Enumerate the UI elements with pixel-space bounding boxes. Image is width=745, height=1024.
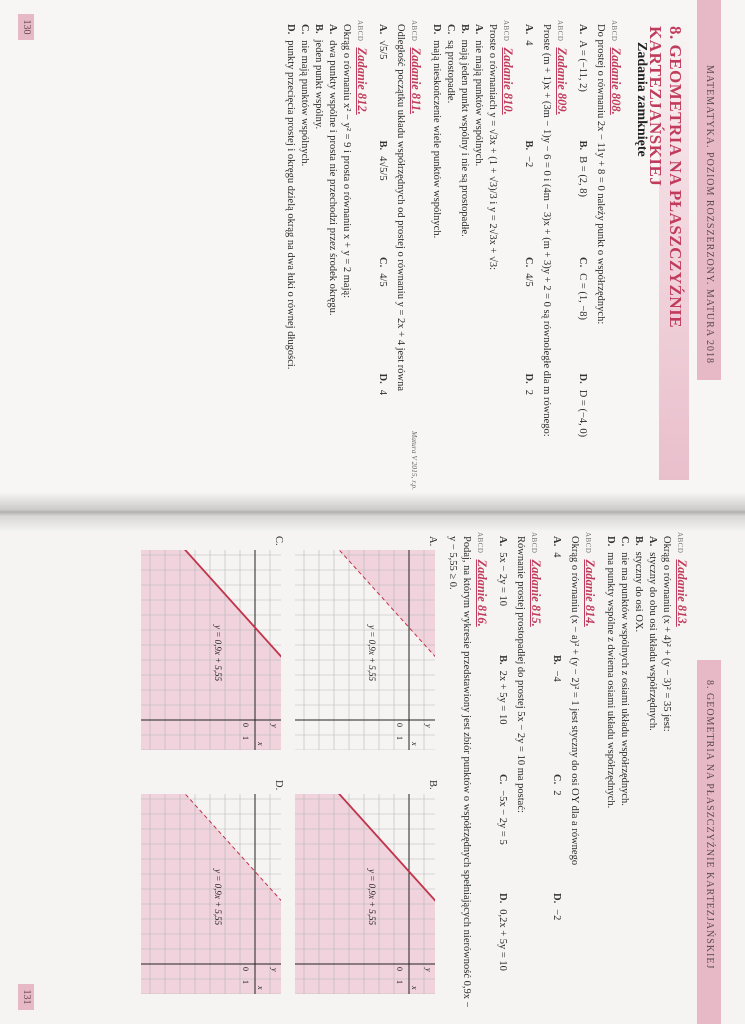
task-title: Zadanie 813. xyxy=(675,559,689,627)
task-header xyxy=(527,532,543,1012)
option-text: −4 xyxy=(551,670,562,682)
option-text: 2 xyxy=(523,389,534,395)
level-tag: ABCD xyxy=(610,20,618,42)
answer-option xyxy=(549,536,563,655)
option-letter: A. xyxy=(427,536,438,547)
task-title: Zadanie 808. xyxy=(609,47,623,115)
option-letter: C. xyxy=(377,257,388,268)
answer-option xyxy=(495,774,509,893)
option-letter: C. xyxy=(273,536,284,546)
answer-option xyxy=(549,655,563,774)
option-text: nie ma punktów wspólnych z osiami układu współrzędnych. xyxy=(619,552,630,806)
answer-options xyxy=(575,20,589,490)
option-letter: C. xyxy=(577,257,588,268)
task-title: Zadanie 814. xyxy=(583,559,597,627)
task-text: Okrąg o równaniu (x + 4)² + (y − 3)² = 35 jest: xyxy=(661,536,672,732)
y-axis-label: y xyxy=(270,724,279,728)
answer-option xyxy=(549,893,563,1012)
option-text: ma punkty wspólne z dwiema osiami układu współrzędnych. xyxy=(605,552,616,809)
option-text: są prostopadłe. xyxy=(445,40,456,104)
level-tag: ABCD xyxy=(476,532,484,554)
option-text: mają jeden punkt wspólny i nie są prostopadłe. xyxy=(459,39,470,237)
answer-option xyxy=(495,536,509,655)
task-header xyxy=(553,20,569,490)
task-text: Proste (m + 1)x + (3m − 1)y − 6 = 0 i (4m − 3)x + (m + 3)y + 2 = 0 są równoległe dla m równego: xyxy=(541,24,552,437)
answer-option xyxy=(631,532,645,1012)
answer-option xyxy=(429,20,443,490)
answer-option xyxy=(297,20,311,490)
level-tag: ABCD xyxy=(676,532,684,554)
answer-option xyxy=(603,532,617,1012)
option-text: 2x + 5y = 10 xyxy=(497,670,508,725)
option-letter: D. xyxy=(551,893,562,904)
task-left-4 xyxy=(283,20,369,490)
task-title: Zadanie 816. xyxy=(475,559,489,627)
answer-option xyxy=(521,374,535,491)
graph-svg xyxy=(295,550,435,750)
option-text: 2 xyxy=(551,790,562,796)
unit-label: 1 xyxy=(395,736,404,740)
task-text: Proste o równaniach y = √3x + (1 + √3)/3 i y = 2√3x + √3: xyxy=(487,24,498,271)
origin-label: 0 xyxy=(241,723,250,727)
option-letter: A. xyxy=(647,536,658,547)
answer-options xyxy=(549,532,563,1012)
option-letter: A. xyxy=(327,24,338,35)
option-text: 5x − 2y = 10 xyxy=(497,552,508,607)
task-header xyxy=(499,20,515,490)
level-tag: ABCD xyxy=(356,20,364,42)
option-letter: A. xyxy=(551,536,562,547)
task-header xyxy=(673,532,689,1012)
level-tag: ABCD xyxy=(556,20,564,42)
answer-option xyxy=(375,374,389,491)
tasks-left xyxy=(277,20,623,490)
option-letter: B. xyxy=(633,536,644,546)
task-right-1 xyxy=(549,532,597,1012)
answer-option xyxy=(645,532,659,1012)
y-axis-label: y xyxy=(424,968,433,972)
option-letter: B. xyxy=(577,140,588,151)
option-letter: A. xyxy=(377,24,388,35)
option-text: √5/5 xyxy=(377,40,388,60)
answer-option xyxy=(575,24,589,141)
option-letter: D. xyxy=(577,373,588,384)
option-letter: B. xyxy=(377,140,388,151)
option-letter: D. xyxy=(497,893,508,904)
option-text: C = (1, −8) xyxy=(577,273,588,321)
task-header xyxy=(473,532,489,1012)
graph-options xyxy=(135,532,439,1012)
answer-option xyxy=(495,655,509,774)
answer-options xyxy=(283,20,339,490)
page-left xyxy=(0,0,745,510)
option-letter: D. xyxy=(273,780,284,791)
graph-svg xyxy=(141,550,281,750)
answer-option xyxy=(443,20,457,490)
line-equation: y = 0,9x + 5,55 xyxy=(213,869,223,926)
graph-option-0 xyxy=(289,536,439,762)
task-text: Podaj, na którym wykresie przedstawiony jest zbiór punktów o współrzędnych spełniających nierówność 0,9x − y − 5,55 ≥ 0. xyxy=(447,536,472,1008)
task-header xyxy=(581,532,597,1012)
option-letter: B. xyxy=(313,24,324,34)
option-letter: B. xyxy=(459,24,470,34)
option-text: 4/5 xyxy=(377,273,388,287)
task-header xyxy=(407,20,423,490)
option-letter: C. xyxy=(551,774,562,785)
unit-label: 1 xyxy=(241,980,250,984)
task-title: Zadanie 812. xyxy=(355,47,369,115)
answer-option xyxy=(471,20,485,490)
task-left-1 xyxy=(521,20,569,490)
y-axis-label: y xyxy=(270,968,279,972)
line-equation: y = 0,9x + 5,55 xyxy=(213,625,223,682)
task-text: Równanie prostej prostopadłej do prostej 5x − 2y = 10 ma postać: xyxy=(515,536,526,813)
answer-option xyxy=(283,20,297,490)
task-header xyxy=(353,20,369,490)
answer-option xyxy=(521,24,535,141)
option-letter: B. xyxy=(523,140,534,151)
option-text: nie mają punktów wspólnych. xyxy=(299,40,310,167)
answer-options xyxy=(375,20,389,490)
task-right-3 xyxy=(135,532,489,1012)
task-text: Odległość początku układu współrzędnych od prostej o równaniu y = 2x + 4 jest równa xyxy=(395,24,406,392)
task-title: Zadanie 809. xyxy=(555,47,569,115)
option-text: B = (2, 8) xyxy=(577,156,588,198)
option-letter: B. xyxy=(427,780,438,790)
graph-option-1 xyxy=(289,780,439,1006)
answer-options xyxy=(521,20,535,490)
graph-svg xyxy=(295,794,435,994)
task-title: Zadanie 810. xyxy=(501,47,515,115)
option-letter: D. xyxy=(605,536,616,547)
option-letter: A. xyxy=(473,24,484,35)
answer-options xyxy=(495,532,509,1012)
option-letter: D. xyxy=(431,24,442,35)
task-left-0 xyxy=(575,20,623,490)
answer-option xyxy=(521,257,535,374)
option-text: jeden punkt wspólny. xyxy=(313,39,324,130)
page-number-right: 131 xyxy=(18,984,34,1010)
answer-option xyxy=(495,893,509,1012)
level-tag: ABCD xyxy=(502,20,510,42)
page-number-left: 130 xyxy=(18,14,34,40)
option-letter: D. xyxy=(523,373,534,384)
x-axis-label: x xyxy=(256,986,265,990)
task-source: Matura V 2015, r.p. xyxy=(410,430,419,490)
origin-label: 0 xyxy=(395,967,404,971)
level-tag: ABCD xyxy=(530,532,538,554)
task-right-2 xyxy=(495,532,543,1012)
option-letter: C. xyxy=(497,774,508,785)
answer-option xyxy=(549,774,563,893)
level-tag: ABCD xyxy=(584,532,592,554)
x-axis-label: x xyxy=(256,742,265,746)
line-equation: y = 0,9x + 5,55 xyxy=(367,869,377,926)
option-text: 4/5 xyxy=(523,273,534,287)
origin-label: 0 xyxy=(241,967,250,971)
option-letter: A. xyxy=(577,24,588,35)
book-gutter xyxy=(0,492,745,532)
origin-label: 0 xyxy=(395,723,404,727)
option-letter: A. xyxy=(523,24,534,35)
answer-options xyxy=(429,20,485,490)
running-header-right: 8. GEOMETRIA NA PŁASZCZYŹNIE KARTEZJAŃSKIEJ xyxy=(697,660,721,1024)
option-letter: D. xyxy=(285,24,296,35)
option-text: 4√5/5 xyxy=(377,156,388,181)
answer-option xyxy=(375,141,389,258)
answer-option xyxy=(375,24,389,141)
option-text: 4 xyxy=(377,389,388,395)
chapter-title: 8. GEOMETRIA NA PŁASZCZYŹNIE KARTEZJAŃSKIEJ xyxy=(646,26,685,329)
task-left-2 xyxy=(429,20,515,490)
task-text: Okrąg o równaniu (x − a)² + (y − 2)² = 1 jest styczny do osi OY dla a równego xyxy=(569,536,580,866)
running-header-left: MATEMATYKA. POZIOM ROZSZERZONY. MATURA 2018 xyxy=(697,0,721,380)
answer-option xyxy=(575,257,589,374)
answer-option xyxy=(325,20,339,490)
option-text: punkty przecięcia prostej i okręgu dzielą okrąg na dwa łuki o równej długości. xyxy=(285,40,296,370)
option-letter: A. xyxy=(497,536,508,547)
option-text: −5x − 2y = 5 xyxy=(497,790,508,845)
tasks-right xyxy=(129,532,689,1012)
line-equation: y = 0,9x + 5,55 xyxy=(367,625,377,682)
option-letter: D. xyxy=(377,373,388,384)
answer-options xyxy=(603,532,659,1012)
x-axis-label: x xyxy=(410,742,419,746)
graph-option-3 xyxy=(135,780,285,1006)
task-left-3 xyxy=(375,20,423,490)
task-title: Zadanie 811. xyxy=(409,47,423,115)
answer-option xyxy=(457,20,471,490)
option-text: dwa punkty wspólne i prosta nie przechodzi przez środek okręgu. xyxy=(327,40,338,316)
level-tag: ABCD xyxy=(410,20,418,42)
task-text: Okrąg o równaniu x² − y² = 9 i prosta o równaniu x + y = 2 mają: xyxy=(341,24,352,299)
option-text: mają nieskończenie wiele punktów wspólnych. xyxy=(431,40,442,239)
answer-option xyxy=(311,20,325,490)
task-text: Do prostej o równaniu 2x − 11y + 8 = 0 należy punkt o współrzędnych: xyxy=(595,24,606,325)
option-text: −2 xyxy=(523,156,534,168)
unit-label: 1 xyxy=(241,736,250,740)
option-text: 4 xyxy=(523,40,534,46)
option-letter: C. xyxy=(619,536,630,547)
graph-svg xyxy=(141,794,281,994)
option-text: −2 xyxy=(551,909,562,921)
option-letter: B. xyxy=(497,655,508,665)
section-title: Zadania zamknięte xyxy=(634,42,649,157)
option-text: A = (−11, 2) xyxy=(577,40,588,92)
option-letter: C. xyxy=(299,24,310,35)
answer-option xyxy=(575,141,589,258)
task-right-0 xyxy=(603,532,689,1012)
chapter-title-band xyxy=(646,20,689,480)
answer-option xyxy=(617,532,631,1012)
option-text: styczny do obu osi układu współrzędnych. xyxy=(647,552,658,731)
y-axis-label: y xyxy=(424,724,433,728)
task-title: Zadanie 815. xyxy=(529,559,543,627)
answer-option xyxy=(375,257,389,374)
graph-option-2 xyxy=(135,536,285,762)
option-text: nie mają punktów wspólnych. xyxy=(473,40,484,167)
task-header xyxy=(607,20,623,490)
unit-label: 1 xyxy=(395,980,404,984)
option-text: D = (−4, 0) xyxy=(577,389,588,438)
option-letter: C. xyxy=(445,24,456,35)
option-letter: C. xyxy=(523,257,534,268)
answer-option xyxy=(521,141,535,258)
option-text: 4 xyxy=(551,552,562,558)
page-right xyxy=(0,510,745,1024)
option-text: 0,2x + 5y = 10 xyxy=(497,909,508,971)
answer-option xyxy=(575,374,589,491)
option-text: styczny do osi OX. xyxy=(633,551,644,633)
option-letter: B. xyxy=(551,655,562,665)
x-axis-label: x xyxy=(410,986,419,990)
